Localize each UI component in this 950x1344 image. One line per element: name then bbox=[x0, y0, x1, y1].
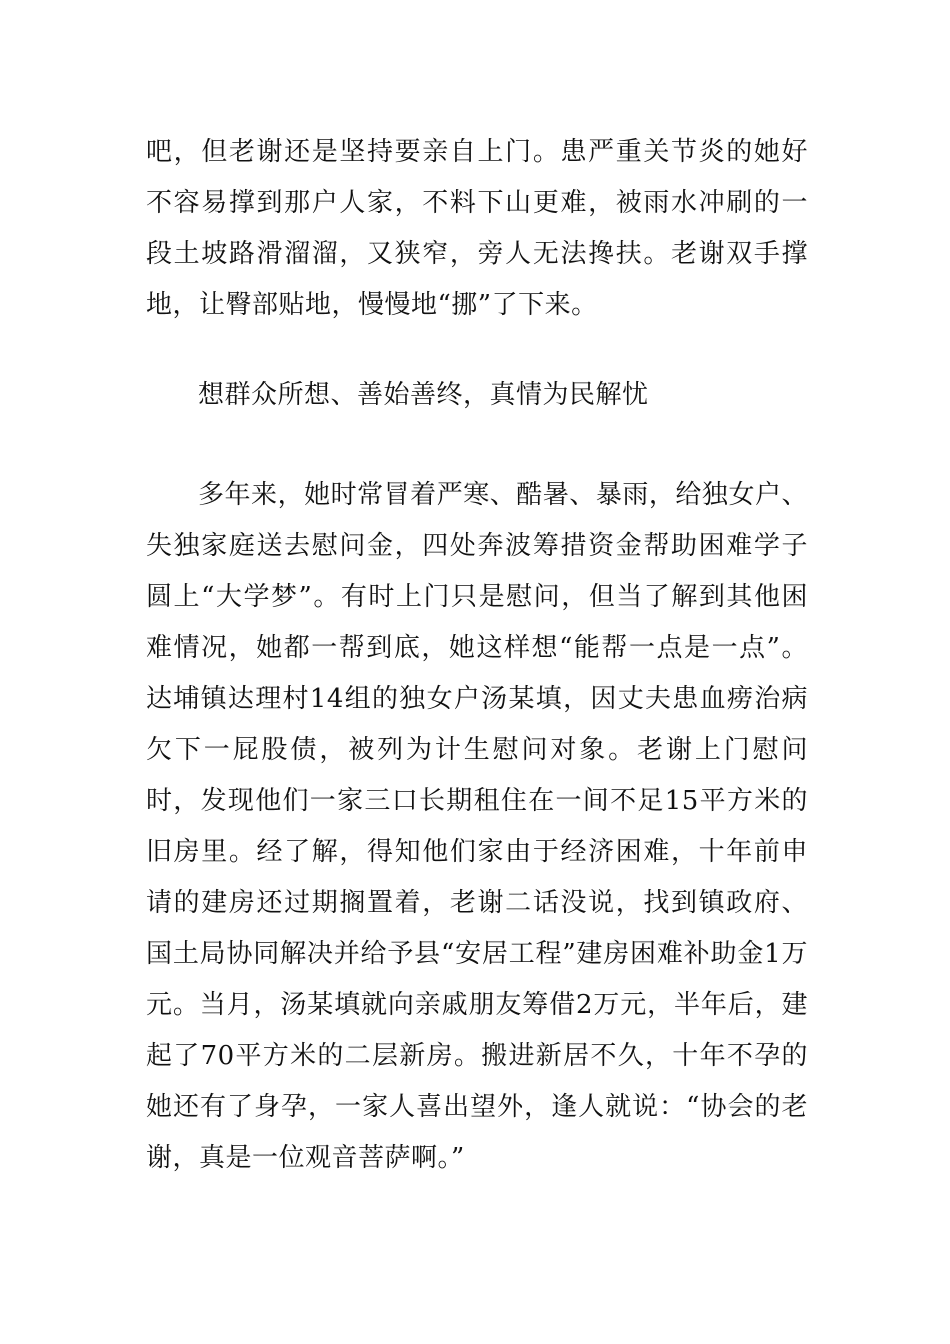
body-paragraph: 多年来，她时常冒着严寒、酷暑、暴雨，给独女户、失独家庭送去慰问金，四处奔波筹措资金帮助困难学子圆上“大学梦”。有时上门只是慰问，但当了解到其他困难情况，她都一帮到底，她这样想“能帮一点是一点”。达埔镇达理村14组的独女户汤某填，因丈夫患血痨治病欠下一屁股债，被列为计生慰问对象。老谢上门慰问时，发现他们一家三口长期租住在一间不足15平方米的旧房里。经了解，得知他们家由于经济困难，十年前申请的建房还过期搁置着，老谢二话没说，找到镇政府、国土局协同解决并给予县“安居工程”建房困难补助金1万元。当月，汤某填就向亲戚朋友筹借2万元，半年后，建起了70平方米的二层新房。搬进新居不久，十年不孕的她还有了身孕，一家人喜出望外，逢人就说：“协会的老谢，真是一位观音菩萨啊。” bbox=[146, 480, 808, 1173]
body-paragraph-continued: 吧，但老谢还是坚持要亲自上门。患严重关节炎的她好不容易撑到那户人家，不料下山更难，被雨水冲刷的一段土坡路滑溜溜，又狭窄，旁人无法搀扶。老谢双手撑地，让臀部贴地，慢慢地“挪”了下来。 bbox=[146, 137, 808, 320]
section-heading: 想群众所想、善始善终，真情为民解忧 bbox=[198, 380, 649, 410]
